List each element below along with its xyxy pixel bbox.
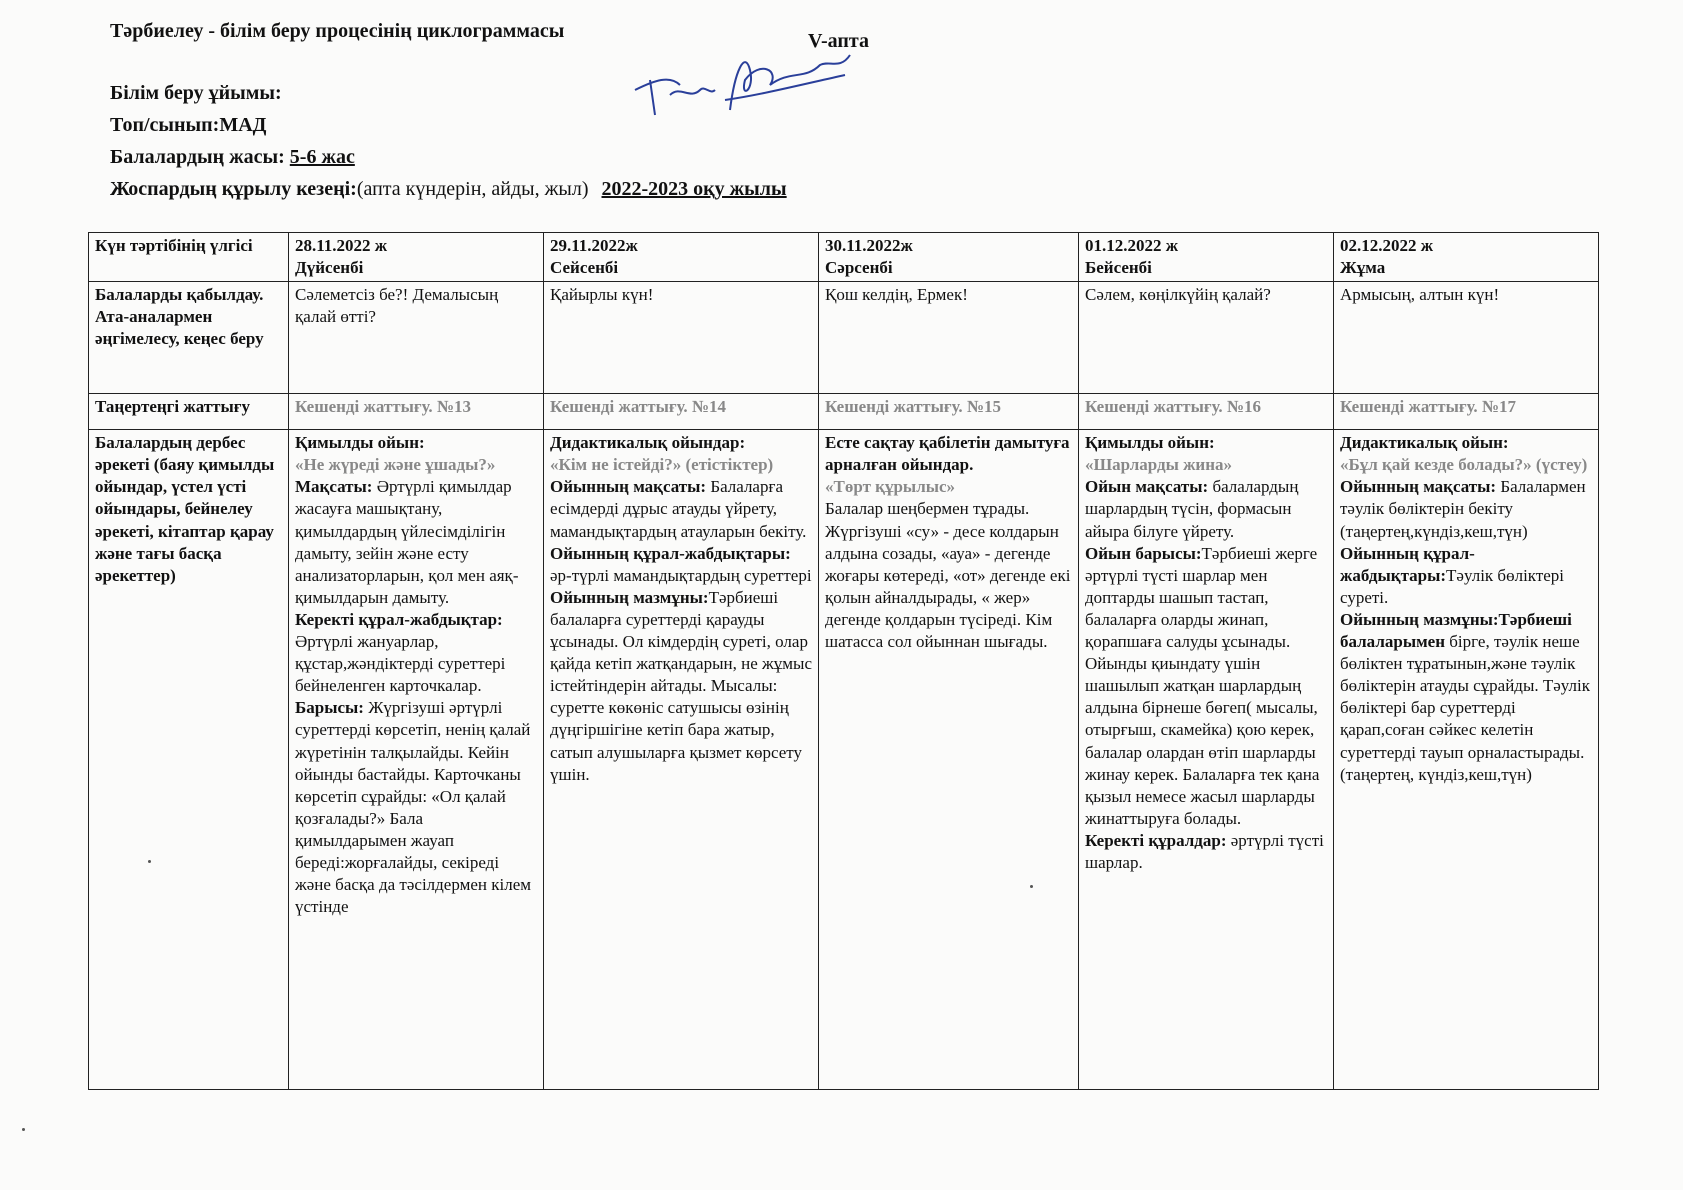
cyclogram-table [88,232,1599,1090]
day-header-thu: 01.12.2022 ж Бейсенбі [1079,233,1334,282]
table-header-row [89,233,1599,282]
cell-activity-thu: Қимылды ойын: «Шарларды жина» Ойын мақсаты: балалардың шарлардың түсін, формасын айыра білуге үйрету. Ойын барысы:Тәрбиеші жерге әртүрлі түсті шарлар мен доптарды шашып тастап, балаларға оларды жинап, қорапшаға салуды ұсынады. Ойынды қиындату үшін шашылып жатқан шарлардың алдына бірнеше бөгеп( мысалы, отырғыш, скамейка) қою керек, балалар олардан өтіп шарларды жинау керек. Балаларға тек қана қызыл немесе жасыл шарларды жинаттыруға болады. Керекті құралдар: әртүрлі түсті шарлар. [1079,430,1334,1090]
head-label: Күн тәртібінің үлгісі [89,233,289,282]
cell-reception-mon: Сәлеметсіз бе?! Демалысың қалай өтті? [289,282,544,394]
cell-reception-wed: Қош келдің, Ермек! [819,282,1079,394]
row-label-activity: Балалардың дербес әрекеті (баяу қимылды ойындар, үстел үсті ойындары, бейнелеу әрекеті, кітаптар қарау және тағы басқа әрекеттер) [89,430,289,1090]
cell-exercise-tue: Кешенді жаттығу. №14 [544,394,819,430]
cell-activity-tue: Дидактикалық ойындар: «Кім не істейді?» (етістіктер) Ойынның мақсаты: Балаларға есімдерді дұрыс атауды үйрету, мамандықтардың атауларын бекіту. Ойынның құрал-жабдықтары: әр-түрлі мамандықтардың суреттері Ойынның мазмұны:Тәрбиеші балаларға суреттерді қарауды ұсынады. Ол кімдердің суреті, олар қайда кетіп жатқандарын, не жұмыс істейтіндерін айтады. Мысалы: суретте көкөніс сатушысы өзінің дүңгіршігіне кетіп бара жатыр, сатып алушыларға қызмет көрсету үшін. [544,430,819,1090]
table-row [89,394,1599,430]
cell-activity-wed: Есте сақтау қабілетін дамытуға арналған ойындар. «Төрт құрылыс» Балалар шеңбермен тұрады. Жүргізуші «су» - десе колдарын алдына созады, «ауа» - дегенде жоғары көтереді, «от» дегенде екі қолын айналдырады, « жер» дегенде қолдарын түсіреді. Кім шатасса сол ойыннан шығады. [819,430,1079,1090]
period-value: 2022-2023 оқу жылы [601,178,787,200]
period-label: Жоспардың құрылу кезеңі: [110,178,357,200]
cell-exercise-wed: Кешенді жаттығу. №15 [819,394,1079,430]
cell-reception-fri: Армысың, алтын күн! [1334,282,1599,394]
week-label: V-апта [808,30,869,52]
page-title: Тәрбиелеу - білім беру процесінің циклограммасы [110,20,565,42]
day-header-fri: 02.12.2022 ж Жұма [1334,233,1599,282]
scan-speck [148,860,151,863]
cell-reception-tue: Қайырлы күн! [544,282,819,394]
cell-exercise-mon: Кешенді жаттығу. №13 [289,394,544,430]
cell-reception-thu: Сәлем, көңілкүйің қалай? [1079,282,1334,394]
cell-activity-mon: Қимылды ойын: «Не жүреді және ұшады?» Мақсаты: Әртүрлі қимылдар жасауға машықтану, қимылдардың үйлесімділігін дамыту, зейін және есту анализаторларын, қол мен аяқ-қимылдарын дамыту. Керекті құрал-жабдықтар: Әртүрлі жануарлар, құстар,жәндіктерді суреттері бейнеленген карточкалар. Барысы: Жүргізуші әртүрлі суреттерді көрсетіп, ненің қалай жүретінін талқылайды. Кейін ойынды бастайды. Карточканы көрсетіп сұрайды: «Ол қалай қозғалады?» Бала қимылдарымен жауап береді:жорғалайды, секіреді және басқа да тәсілдермен кілем үстінде [289,430,544,1090]
row-label-reception: Балаларды қабылдау. Ата-аналармен әңгімелесу, кеңес беру [89,282,289,394]
signature-stamp [630,40,860,120]
age-label: Балалардың жасы: [110,146,285,168]
period-note: (апта күндерін, айды, жыл) [356,178,589,200]
day-header-tue: 29.11.2022ж Сейсенбі [544,233,819,282]
table-row [89,430,1599,1090]
cell-exercise-thu: Кешенді жаттығу. №16 [1079,394,1334,430]
scan-speck [1030,885,1033,888]
age-value: 5-6 жас [289,146,355,168]
cell-activity-fri: Дидактикалық ойын: «Бұл қай кезде болады?» (үстеу) Ойынның мақсаты: Балалармен тәулік бөліктерін бекіту (таңертең,күндіз,кеш,түн) Ойынның құрал-жабдықтары:Тәулік бөліктері суреті. Ойынның мазмұны:Тәрбиеші балаларымен бірге, тәулік неше бөліктен тұратынын,және тәулік бөліктерін атауды сұрайды. Тәулік бөліктері бар суреттерді қарап,соған сәйкес келетін суреттерді тауып орналастырады.(таңертең, күндіз,кеш,түн) [1334,430,1599,1090]
row-label-exercise: Таңертеңгі жаттығу [89,394,289,430]
period-line [110,178,787,201]
cell-exercise-fri: Кешенді жаттығу. №17 [1334,394,1599,430]
table-row [89,282,1599,394]
day-header-wed: 30.11.2022ж Сәрсенбі [819,233,1079,282]
org-label: Білім беру ұйымы: [110,82,282,104]
age-line [110,146,355,169]
group-label: Топ/сынып:МАД [110,114,267,136]
day-header-mon: 28.11.2022 ж Дүйсенбі [289,233,544,282]
scan-speck [22,1128,25,1131]
